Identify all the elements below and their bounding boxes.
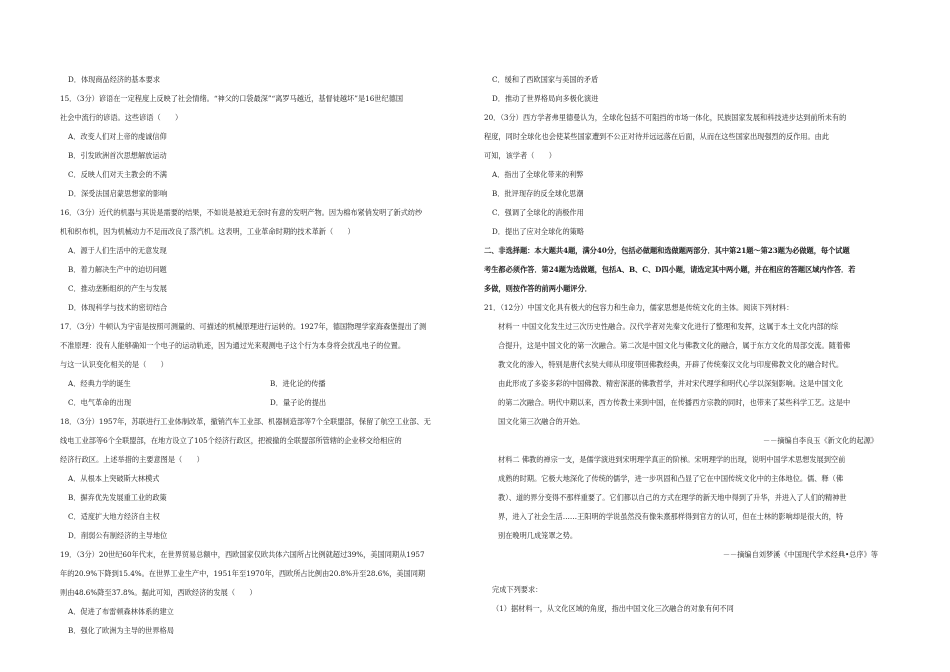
- q16-option-d: D．体现科学与技术的密切结合: [68, 303, 168, 312]
- question-16: [60, 203, 472, 317]
- q17-option-c: C．电气革命的出现: [68, 398, 132, 407]
- q21-requirement: 完成下列要求：: [492, 585, 543, 594]
- q19-option-b: B．强化了欧洲为主导的世界格局: [68, 626, 174, 635]
- q17-options-row-2: [60, 393, 472, 412]
- q19-option-c: C．缓和了西欧国家与美国的矛盾: [492, 75, 599, 84]
- question-15: [60, 89, 472, 203]
- q17-stem-line-1: 17．（3分）牛顿认为宇宙是按照可测量的、可描述的机械原理进行运转的。1927年，德国物理学家海森堡提出了测: [60, 322, 427, 331]
- q17-option-a: A．经典力学的诞生: [68, 379, 131, 388]
- q20-stem-line-1: 20．（3分）西方学者弗里德曼认为，全球化包括不可阻挡的市场一体化，民族国家发展和科技进步达到前所未有的: [484, 113, 847, 122]
- q15-stem-line-1: 15．（3分）谚语在一定程度上反映了社会情绪。“神父的口袋最深”“离罗马越近，基督徒越坏”是16世纪德国: [60, 94, 404, 103]
- q21-material1-line-4: 由此形成了多姿多彩的中国佛教、精密深湛的佛教哲学，并对宋代理学和明代心学以深刻影响。这是中国文化: [498, 379, 844, 388]
- q15-option-a: A．改变人们对上帝的虔诚信仰: [68, 132, 167, 141]
- section-2-line-3: 多做，则按作答的前两小题评分．: [484, 284, 592, 293]
- q18-stem-line-3: 经济行政区。上述举措的主要意图是（ ）: [60, 455, 204, 464]
- q21-material1-line-3: 教文化的渗入，特别是唐代玄奘大师从印度带回佛教经典，开辟了传统秦汉文化与印度佛教文化的融合时代。: [498, 360, 844, 369]
- q17-stem-line-2: 不准原理：没有人能够确知一个电子的运动轨迹，因为通过光来观测电子这个行为本身将会扰乱电子的位置。: [60, 341, 406, 350]
- q17-options-row-1: [60, 374, 472, 393]
- q21-material1-line-6: 国文化第三次融合的开始。: [498, 417, 585, 426]
- q20-stem-line-2: 程度，同时全球化也会使某些国家遭到不公正对待并远远落在后面，从而在这些国家出现强烈的反作用。由此: [484, 132, 830, 141]
- q21-material1-line-5: 的第二次融合。明代中期以来，西方传教士来到中国，在传播西方宗教的同时，也带来了某些科学工艺。这是中: [498, 398, 851, 407]
- q15-option-c: C．反映人们对天主教会的不满: [68, 170, 167, 179]
- q18-stem-line-1: 18．（3分）1957年，苏联进行工业体制改革，撤销汽车工业部、机器制造部等7个全联盟部，保留了航空工业部、无: [60, 417, 431, 426]
- question-20: [484, 108, 896, 241]
- spacer: [484, 564, 896, 580]
- q15-option-d: D．深受法国启蒙思想家的影响: [68, 189, 168, 198]
- q17-stem-line-3: 与这一认识变化相关的是（ ）: [60, 360, 168, 369]
- q17-option-d: D．量子论的提出: [270, 398, 327, 407]
- q18-option-a: A．从根本上突破斯大林模式: [68, 474, 160, 483]
- q18-option-c: C．适度扩大地方经济自主权: [68, 512, 160, 521]
- q19-stem-line-1: 19．（3分）20世纪60年代末，在世界贸易总额中，西欧国家仅欧共体六国所占比例就超过39%，美国同期从1957: [60, 550, 425, 559]
- q16-option-c: C．推动垄断组织的产生与发展: [68, 284, 167, 293]
- q21-material1-line-1: 材料一 中国文化发生过三次历史性融合。汉代学者对先秦文化进行了整理和发挥，这属于本土文化内部的综: [498, 322, 839, 331]
- q16-option-b: B．着力解决生产中的迫切问题: [68, 265, 167, 274]
- q21-material2-line-2: 成熟的时期。它极大地深化了传统的儒学，进一步巩固和凸显了它在中国传统文化中的主体地位。儒、释（佛: [498, 474, 844, 483]
- right-column: [484, 70, 896, 618]
- q21-stem: 21．（12分）中国文化具有极大的包容力和生命力，儒家思想是传统文化的主体。阅读下列材料：: [484, 303, 794, 312]
- q21-material2-line-5: 别在晚明几成笼罩之势。: [498, 531, 578, 540]
- q20-option-c: C．强调了全球化的消极作用: [492, 208, 584, 217]
- q21-subquestion-1: （1）据材料一，从文化区域的角度，指出中国文化三次融合的对象有何不同: [492, 604, 734, 613]
- question-17: [60, 317, 472, 412]
- q19-stem-line-3: 则由48.6%降至37.8%。据此可知，西欧经济的发展（ ）: [60, 588, 257, 597]
- q21-material2-line-4: 界，进入了社会生活……王阳明的学说虽然没有像朱熹那样得到官方的认可，但在士林的影响却是很大的，特: [498, 512, 844, 521]
- q14-option-d: D．体现商品经济的基本要求: [68, 75, 161, 84]
- q19-option-d: D．推动了世界格局向多极化演进: [492, 94, 599, 103]
- q19-option-a: A．促进了布雷顿森林体系的建立: [68, 607, 174, 616]
- q20-option-a: A．指出了全球化带来的利弊: [492, 170, 584, 179]
- q16-option-a: A．源于人们生活中的无意发现: [68, 246, 167, 255]
- q19-stem-line-2: 年的20.9%下降到15.4%。在世界工业生产中，1951年至1970年，西欧所占比例由20.8%升至28.6%，美国同期: [60, 569, 426, 578]
- section-2-line-1: 二、非选择题：本大题共4题，满分40分，包括必做题和选做题两部分．其中第21题～第23题为必做题，每个试题: [484, 246, 850, 255]
- q21-material1-line-2: 合提升，这是中国文化的第一次融合。第二次是中国文化与佛教文化的融合，属于东方文化的局部交流。随着佛: [498, 341, 851, 350]
- question-21: [484, 298, 896, 618]
- q20-stem-line-3: 可知，该学者（ ）: [484, 151, 556, 160]
- q16-stem-line-2: 机和织布机，因为机械动力不足而改良了蒸汽机。这表明，工业革命时期的技术革新（ ）: [60, 227, 355, 236]
- q21-source-2: －－摘编自刘梦溪《中国现代学术经典•总序》等: [722, 550, 878, 559]
- left-column: [60, 70, 472, 640]
- q17-option-b: B．进化论的传播: [270, 379, 326, 388]
- question-19: [60, 545, 472, 640]
- q21-material2-line-1: 材料二 佛教的禅宗一支，是儒学演进到宋明理学真正的阶梯。宋明理学的出现，说明中国学术思想发展到空前: [498, 455, 846, 464]
- section-2-heading: [484, 241, 896, 298]
- q15-option-b: B．引发欧洲首次思想解放运动: [68, 151, 167, 160]
- q18-option-b: B．摒弃优先发展重工业的政策: [68, 493, 167, 502]
- question-18: [60, 412, 472, 545]
- q16-stem-line-1: 16．（3分）近代的机器与其说是需要的结果，不如说是被迫无奈时有意的发明产物。因为棉布紧俏发明了新式纺纱: [60, 208, 423, 217]
- q18-option-d: D．削弱公有制经济的主导地位: [68, 531, 168, 540]
- q21-source-1: －－摘编自李良玉《新文化的起源》: [762, 436, 878, 445]
- section-2-line-2: 考生都必须作答．第24题为选做题，包括A、B、C、D四小题，请选定其中两小题，并在相应的答题区域内作答．若: [484, 265, 856, 274]
- q15-stem-line-2: 社会中流行的谚语。这些谚语（ ）: [60, 113, 183, 122]
- q18-stem-line-2: 线电工业部等6个全联盟部，在地方设立了105个经济行政区，把被撤的全联盟部所管辖的企业移交给相应的: [60, 436, 402, 445]
- q21-material2-line-3: 教）、道的界分变得不那样重要了。它们都以自己的方式在理学的新天地中得到了升华，并进入了人们的精神世: [498, 493, 847, 502]
- q20-option-d: D．提出了应对全球化的策略: [492, 227, 585, 236]
- q20-option-b: B．批评现存的反全球化思潮: [492, 189, 584, 198]
